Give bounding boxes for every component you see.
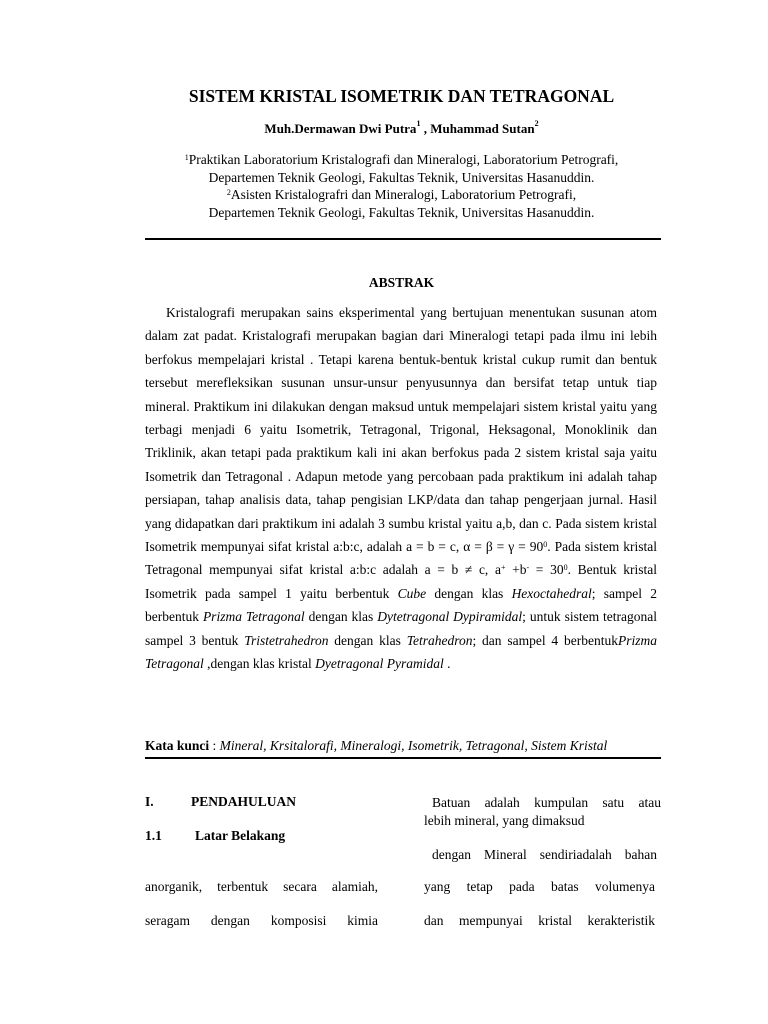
author-separator: , — [420, 121, 431, 136]
abstract-heading: ABSTRAK — [368, 275, 435, 290]
header-divider — [145, 238, 661, 240]
keywords-list: Mineral, Krsitalorafi, Mineralogi, Isometrik, Tetragonal, Sistem Kristal — [219, 738, 608, 753]
affiliation-line: Departemen Teknik Geologi, Fakultas Teknik, Universitas Hasanuddin. — [208, 204, 595, 220]
right-column-line: yang tetap pada batas volumenya — [424, 879, 655, 894]
author-name: Muhammad Sutan — [430, 121, 535, 136]
affiliation-text: Asisten Kristalografri dan Mineralogi, Laboratorium Petrografi, — [230, 187, 577, 202]
subsection-title: Latar Belakang — [195, 828, 286, 843]
keywords-separator: : — [209, 738, 220, 753]
abstract-body — [145, 301, 657, 676]
keywords — [145, 738, 661, 754]
abstract-paragraph: Kristalografi merupakan sains eksperimental yang bertujuan menentukan susunan atom dalam zat padat. Kristalografi merupakan bagian dari Mineralogi tetapi pada ilmu ini lebih berfokus mempelajari kristal . Tetapi karena bentuk-bentuk kristal cukup rumit dan bentuk tersebut merefleksikan susunan unsur-unsur penyusunnya dan bersifat tetap untuk tiap mineral. Praktikum ini dilakukan dengan maksud untuk mempelajari sistem kristal yaitu yang terbagi menjadi 6 yaitu Isometrik, Tetragonal, Trigonal, Heksagonal, Monoklinik dan Triklinik, akan tetapi pada praktikum kali ini akan berfokus pada 2 sistem kristal saja yaitu Isometrik dan Tetragonal . Adapun metode yang percobaan pada praktikum ini adalah tahap persiapan, tahap analisis data, tahap pengisian LKP/data dan tahap pengerjaan jurnal. Hasil yang didapatkan dari praktikum ini adalah 3 sumbu kristal yaitu a,b, dan c. Pada sistem kristal Isometrik mempunyai sifat kristal a:b:c, adalah a = b = c, $\alpha = \beta = \gamma = 90^0$. Pada sistem kristal Tetragonal mempunyai sifat kristal a:b:c adalah a = b ≠ c, $a^+ +b^- = 30^0$. Bentuk kristal Isometrik pada sampel 1 yaitu berbentuk Cube dengan klas Hexoctahedral; sampel 2 berbentuk Prizma Tetragonal dengan klas Dytetragonal Dypiramidal; untuk sistem tetragonal sampel 3 bentuk Tristetrahedron dengan klas Tetrahedron; dan sampel 4 berbentukPrizma Tetragonal ,dengan klas kristal Dyetragonal Pyramidal . — [145, 305, 658, 672]
right-column-line: Batuan adalah kumpulan satu atau — [432, 795, 661, 810]
left-column-line: seragam dengan komposisi kimia — [145, 913, 378, 928]
right-column-line: lebih mineral, yang dimaksud — [424, 813, 585, 828]
keywords-divider — [145, 757, 661, 759]
author-affiliation-mark: 2 — [534, 119, 539, 128]
right-column-line: dengan Mineral sendiriadalah bahan — [432, 847, 657, 862]
section-number: I. — [145, 794, 154, 809]
right-column-line: dan mempunyai kristal kerakteristik — [424, 913, 655, 928]
affiliations — [0, 151, 768, 221]
paper-title: SISTEM KRISTAL ISOMETRIK DAN TETRAGONAL — [188, 86, 615, 106]
author-name: Muh.Dermawan Dwi Putra — [264, 121, 417, 136]
author-line — [0, 121, 768, 137]
affiliation-mark: 1 — [184, 153, 189, 162]
section-title: PENDAHULUAN — [191, 794, 297, 809]
affiliation-line — [0, 151, 768, 169]
left-column-line: anorganik, terbentuk secara alamiah, — [145, 879, 378, 894]
affiliation-mark: 2 — [226, 188, 231, 197]
keywords-label: Kata kunci — [145, 738, 210, 753]
affiliation-line — [0, 186, 768, 204]
subsection-number: 1.1 — [145, 828, 162, 843]
affiliation-text: Praktikan Laboratorium Kristalografi dan Mineralogi, Laboratorium Petrografi, — [188, 152, 619, 167]
affiliation-line: Departemen Teknik Geologi, Fakultas Teknik, Universitas Hasanuddin. — [208, 169, 595, 185]
author-affiliation-mark: 1 — [416, 119, 421, 128]
